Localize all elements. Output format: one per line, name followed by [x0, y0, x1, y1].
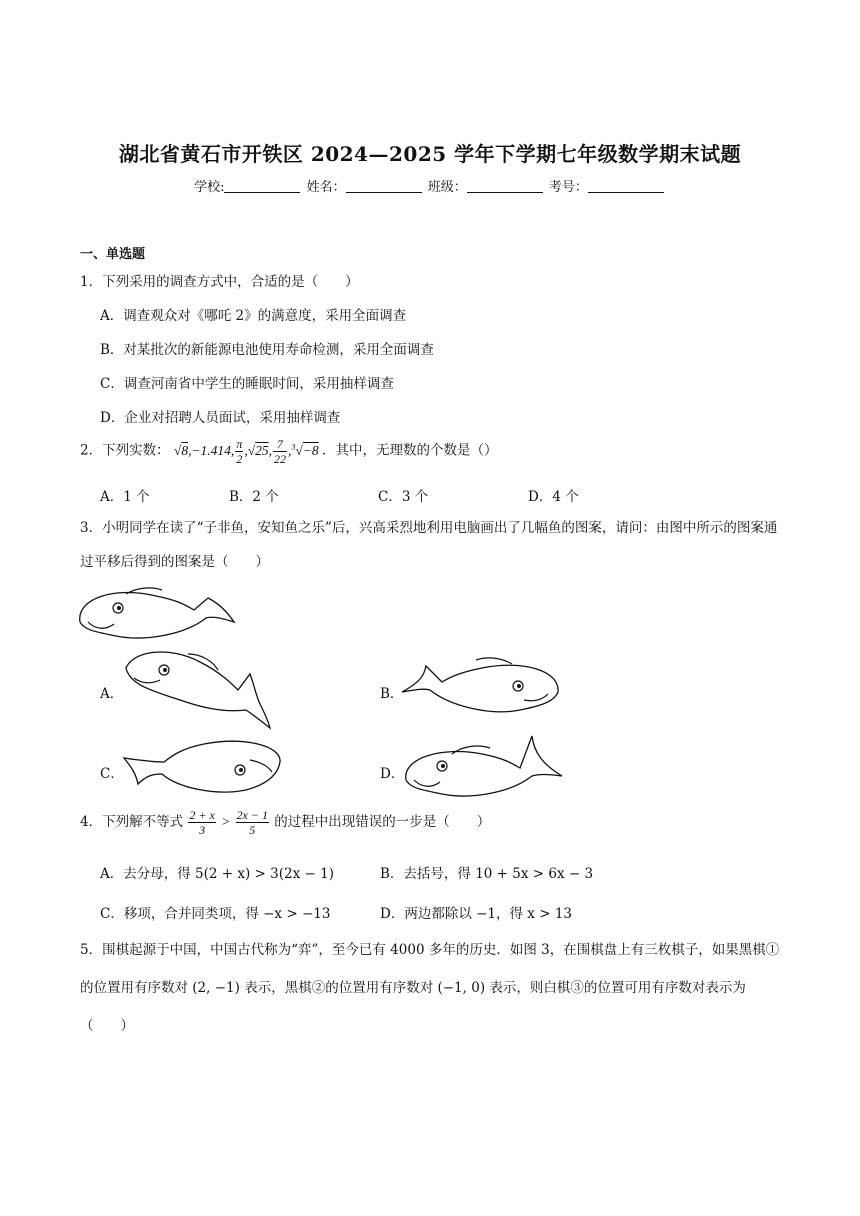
reference-fish-image [76, 584, 236, 644]
pi-over-2-fraction: $\frac{\pi}{2}$ [236, 437, 243, 466]
q3-option-d[interactable]: D． [380, 766, 405, 782]
q2-number-list: √8,−1.414, $\frac{\pi}{2}$ ,√25, $\frac{7}{22}$ ,$^3$√−8 [173, 437, 319, 466]
fish-option-b-image[interactable] [400, 656, 562, 718]
q2-option-b[interactable]: B．2 个 [229, 489, 279, 505]
question-3-stem: 3．小明同学在读了“子非鱼，安知鱼之乐”后，兴高采烈地利用电脑画出了几幅鱼的图案，请问：由图中所示的图案通过平移后得到的图案是（ ） [80, 520, 778, 570]
section-title: 一、单选题 [80, 247, 146, 262]
seven-over-22-fraction: $\frac{7}{22}$ [274, 437, 286, 466]
q2-option-a[interactable]: A．1 个 [100, 489, 150, 505]
q3-option-c[interactable]: C． [100, 766, 124, 782]
student-info-line [0, 176, 860, 195]
q4-prefix: 4．下列解不等式 [80, 814, 184, 830]
q1-option-c[interactable]: C．调查河南省中学生的睡眠时间，采用抽样调查 [100, 376, 394, 392]
fish-option-a-image[interactable] [120, 648, 270, 730]
fish-option-c-image[interactable] [122, 736, 284, 798]
exam-title: 湖北省黄石市开铁区 2024—2025 学年下学期七年级数学期末试题 [118, 142, 742, 166]
sqrt-sign: √ [295, 442, 303, 458]
q2-suffix: ．其中，无理数的个数是（） [322, 442, 498, 459]
q3-option-b[interactable]: B． [380, 686, 404, 702]
q4-option-d[interactable]: D．两边都除以 −1，得 x > 13 [380, 906, 572, 922]
q4-option-c[interactable]: C．移项，合并同类项，得 −x > −13 [100, 906, 331, 922]
q2-option-c[interactable]: C．3 个 [378, 489, 429, 505]
question-2-stem [80, 437, 498, 466]
q4-right-fraction: $\frac{2x - 1}{5}$ [236, 808, 268, 837]
exam-number-blank[interactable] [588, 180, 664, 193]
q4-left-fraction: $\frac{2 + x}{3}$ [189, 808, 215, 837]
decimal-value: ,−1.414, [188, 442, 235, 458]
cuberoot-value: −8 [302, 442, 319, 458]
class-label: 班级： [427, 180, 467, 195]
q2-option-d[interactable]: D．4 个 [528, 489, 579, 505]
q4-gt-sign: > [221, 814, 231, 829]
q1-option-b[interactable]: B．对某批次的新能源电池使用寿命检测，采用全面调查 [100, 342, 434, 358]
sqrt-sign: √ [173, 442, 182, 458]
q1-option-d[interactable]: D．企业对招聘人员面试，采用抽样调查 [100, 410, 341, 426]
cuberoot-index: 3 [291, 442, 296, 452]
sqrt-sign: √ [247, 442, 256, 458]
name-label: 姓名： [306, 180, 346, 195]
q1-option-a[interactable]: A．调查观众对《哪吒 2》的满意度，采用全面调查 [100, 308, 407, 324]
question-4-stem [80, 808, 490, 837]
school-label: 学校: [194, 180, 225, 195]
fish-option-d-image[interactable] [402, 736, 564, 802]
sqrt8-value: 8 [181, 442, 189, 458]
q4-suffix: 的过程中出现错误的一步是（ ） [274, 814, 491, 830]
question-1-stem: 1．下列采用的调查方式中，合适的是（ ） [80, 274, 359, 290]
school-blank[interactable] [224, 180, 300, 193]
exam-number-label: 考号： [548, 180, 588, 195]
sqrt25-value: 25 [255, 442, 269, 458]
q4-option-b[interactable]: B．去括号，得 10 + 5x > 6x − 3 [380, 866, 594, 882]
class-blank[interactable] [467, 180, 543, 193]
q2-prefix: 2．下列实数： [80, 442, 170, 459]
q3-option-a[interactable]: A． [100, 686, 124, 702]
name-blank[interactable] [346, 180, 422, 193]
question-5-stem: 5．围棋起源于中国，中国古代称为“弈”，至今已有 4000 多年的历史．如图 3，在围棋盘上有三枚棋子，如果黑棋①的位置用有序数对 (2, −1) 表示，黑棋②的位置用有序数对 (−1, 0) 表示，则白棋③的位置可用有序数对表示为（ ） [80, 942, 780, 1034]
q4-option-a[interactable]: A．去分母，得 5(2 + x) > 3(2x − 1) [100, 866, 334, 882]
